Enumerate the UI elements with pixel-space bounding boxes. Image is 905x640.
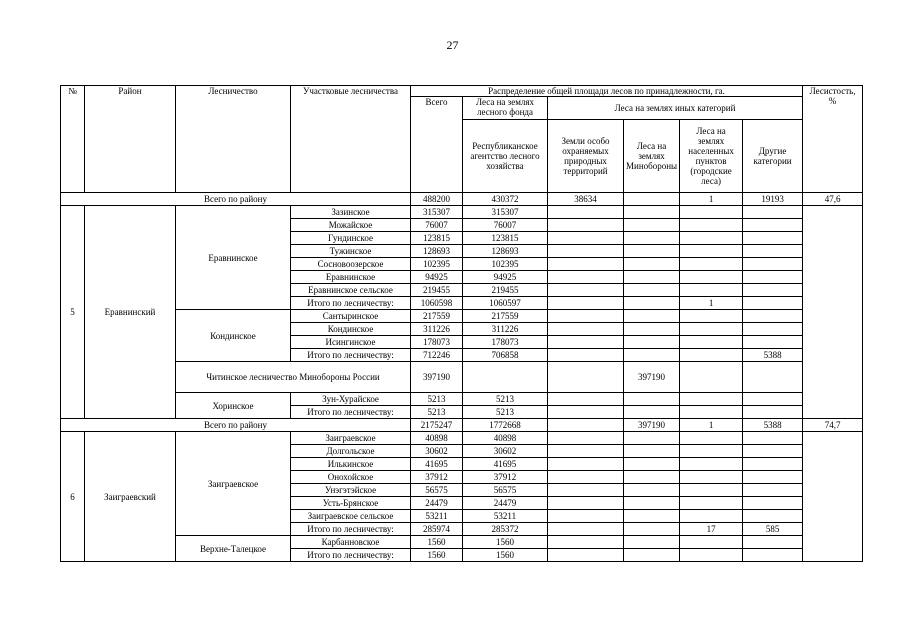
header-settlements: Леса на землях населенных пунктов (городские леса)	[680, 120, 743, 193]
settlement-forest-cell	[680, 206, 743, 219]
defense-land-cell	[624, 206, 680, 219]
header-forest-cover: Лесистость, %	[803, 86, 863, 193]
sub-forestry-cell: Долгольское	[291, 445, 411, 458]
defense-land-cell	[624, 536, 680, 549]
settlement-forest-cell: 1	[680, 419, 743, 432]
defense-land-cell	[624, 432, 680, 445]
settlement-forest-cell	[680, 219, 743, 232]
other-category-cell: 19193	[743, 193, 803, 206]
forestry-cell: Читинское лесничество Минобороны России	[176, 362, 411, 393]
total-area-cell: 488200	[411, 193, 463, 206]
protected-area-cell	[548, 393, 624, 406]
total-area-cell: 5213	[411, 406, 463, 419]
forest-cover-cell: 74,7	[803, 419, 863, 432]
defense-land-cell	[624, 445, 680, 458]
total-area-cell: 315307	[411, 206, 463, 219]
defense-land-cell	[624, 232, 680, 245]
settlement-forest-cell: 1	[680, 297, 743, 310]
table-header	[61, 86, 863, 193]
defense-land-cell	[624, 497, 680, 510]
defense-land-cell	[624, 219, 680, 232]
forest-fund-cell: 219455	[463, 284, 548, 297]
sub-forestry-cell: Заиграевское сельское	[291, 510, 411, 523]
total-area-cell: 1560	[411, 549, 463, 562]
total-area-cell: 24479	[411, 497, 463, 510]
district-total-row	[61, 419, 863, 432]
forest-fund-cell: 706858	[463, 349, 548, 362]
forest-fund-cell: 56575	[463, 484, 548, 497]
forestry-cell: Заиграевское	[176, 432, 291, 536]
total-area-cell: 397190	[411, 362, 463, 393]
district-total-row	[61, 193, 863, 206]
defense-land-cell	[624, 510, 680, 523]
page-number: 27	[446, 38, 459, 52]
other-category-cell	[743, 297, 803, 310]
other-category-cell	[743, 445, 803, 458]
total-area-cell: 178073	[411, 336, 463, 349]
sub-forestry-cell: Гундинское	[291, 232, 411, 245]
other-category-cell	[743, 393, 803, 406]
forest-fund-cell: 41695	[463, 458, 548, 471]
sub-forestry-cell: Исингинское	[291, 336, 411, 349]
sub-forestry-cell: Унэгэтэйское	[291, 484, 411, 497]
other-category-cell	[743, 549, 803, 562]
forestry-cell: Еравнинское	[176, 206, 291, 310]
defense-land-cell	[624, 406, 680, 419]
total-area-cell: 40898	[411, 432, 463, 445]
header-other: Другие категории	[743, 120, 803, 193]
protected-area-cell	[548, 245, 624, 258]
total-area-cell: 311226	[411, 323, 463, 336]
other-category-cell: 5388	[743, 419, 803, 432]
district-cell: Еравнинский	[85, 206, 176, 419]
total-area-cell: 217559	[411, 310, 463, 323]
forest-fund-cell: 40898	[463, 432, 548, 445]
table-row	[61, 310, 863, 323]
header-other-categories: Леса на землях иных категорий	[548, 97, 803, 120]
other-category-cell	[743, 258, 803, 271]
protected-area-cell	[548, 284, 624, 297]
settlement-forest-cell	[680, 432, 743, 445]
sub-forestry-cell: Сантыринское	[291, 310, 411, 323]
forest-fund-cell: 30602	[463, 445, 548, 458]
other-category-cell	[743, 458, 803, 471]
forest-fund-cell: 94925	[463, 271, 548, 284]
total-area-cell: 102395	[411, 258, 463, 271]
settlement-forest-cell	[680, 497, 743, 510]
sub-forestry-cell: Итого по лесничеству:	[291, 349, 411, 362]
total-area-cell: 37912	[411, 471, 463, 484]
table-row	[61, 393, 863, 406]
protected-area-cell	[548, 310, 624, 323]
header-forestry: Лесничество	[176, 86, 291, 193]
forest-fund-cell: 123815	[463, 232, 548, 245]
defense-land-cell	[624, 336, 680, 349]
defense-land-cell	[624, 258, 680, 271]
sub-forestry-cell: Еравнинское сельское	[291, 284, 411, 297]
defense-land-cell	[624, 471, 680, 484]
defense-land-cell	[624, 484, 680, 497]
settlement-forest-cell	[680, 393, 743, 406]
district-total-label: Всего по району	[61, 419, 411, 432]
other-category-cell	[743, 271, 803, 284]
defense-land-cell	[624, 523, 680, 536]
settlement-forest-cell	[680, 284, 743, 297]
total-area-cell: 5213	[411, 393, 463, 406]
settlement-forest-cell	[680, 258, 743, 271]
sub-forestry-cell: Заиграевское	[291, 432, 411, 445]
protected-area-cell	[548, 362, 624, 393]
other-category-cell	[743, 336, 803, 349]
header-total: Всего	[411, 97, 463, 193]
other-category-cell	[743, 471, 803, 484]
defense-land-cell	[624, 284, 680, 297]
other-category-cell: 5388	[743, 349, 803, 362]
sub-forestry-cell: Итого по лесничеству:	[291, 297, 411, 310]
forest-fund-cell: 24479	[463, 497, 548, 510]
protected-area-cell	[548, 549, 624, 562]
settlement-forest-cell: 1	[680, 193, 743, 206]
other-category-cell	[743, 245, 803, 258]
protected-area-cell	[548, 497, 624, 510]
defense-land-cell: 397190	[624, 419, 680, 432]
protected-area-cell	[548, 484, 624, 497]
protected-area-cell	[548, 458, 624, 471]
header-republic-agency: Республиканское агентство лесного хозяйства	[463, 120, 548, 193]
settlement-forest-cell	[680, 406, 743, 419]
forestry-cell: Кондинское	[176, 310, 291, 362]
forest-distribution-table	[60, 85, 863, 562]
total-area-cell: 285974	[411, 523, 463, 536]
protected-area-cell	[548, 510, 624, 523]
defense-land-cell	[624, 271, 680, 284]
table-row	[61, 432, 863, 445]
protected-area-cell	[548, 271, 624, 284]
forest-cover-cell	[803, 432, 863, 562]
settlement-forest-cell	[680, 336, 743, 349]
sub-forestry-cell: Зун-Хурайское	[291, 393, 411, 406]
total-area-cell: 53211	[411, 510, 463, 523]
sub-forestry-cell: Тужинское	[291, 245, 411, 258]
settlement-forest-cell	[680, 349, 743, 362]
forest-fund-cell: 1060597	[463, 297, 548, 310]
settlement-forest-cell	[680, 458, 743, 471]
total-area-cell: 128693	[411, 245, 463, 258]
forestry-cell: Верхне-Талецкое	[176, 536, 291, 562]
total-area-cell: 1560	[411, 536, 463, 549]
forest-fund-cell: 5213	[463, 406, 548, 419]
sub-forestry-cell: Сосновоозерское	[291, 258, 411, 271]
header-sub-forestry: Участковые лесничества	[291, 86, 411, 193]
total-area-cell: 76007	[411, 219, 463, 232]
forest-fund-cell: 5213	[463, 393, 548, 406]
header-num: №	[61, 86, 85, 193]
forest-fund-cell: 430372	[463, 193, 548, 206]
defense-land-cell	[624, 193, 680, 206]
header-district: Район	[85, 86, 176, 193]
protected-area-cell	[548, 297, 624, 310]
settlement-forest-cell	[680, 245, 743, 258]
other-category-cell	[743, 323, 803, 336]
settlement-forest-cell	[680, 471, 743, 484]
other-category-cell	[743, 497, 803, 510]
settlement-forest-cell	[680, 445, 743, 458]
settlement-forest-cell	[680, 510, 743, 523]
sub-forestry-cell: Можайское	[291, 219, 411, 232]
total-area-cell: 41695	[411, 458, 463, 471]
other-category-cell	[743, 510, 803, 523]
protected-area-cell	[548, 258, 624, 271]
protected-area-cell	[548, 471, 624, 484]
defense-land-cell	[624, 310, 680, 323]
defense-land-cell	[624, 393, 680, 406]
total-area-cell: 94925	[411, 271, 463, 284]
defense-land-cell	[624, 323, 680, 336]
other-category-cell: 585	[743, 523, 803, 536]
forest-fund-cell: 1560	[463, 536, 548, 549]
settlement-forest-cell	[680, 310, 743, 323]
sub-forestry-cell: Итого по лесничеству:	[291, 523, 411, 536]
sub-forestry-cell: Зазинское	[291, 206, 411, 219]
defense-land-cell	[624, 349, 680, 362]
settlement-forest-cell	[680, 323, 743, 336]
header-defense: Леса на землях Минобороны	[624, 120, 680, 193]
forest-fund-cell: 315307	[463, 206, 548, 219]
table-row	[61, 536, 863, 549]
total-area-cell: 2175247	[411, 419, 463, 432]
other-category-cell	[743, 232, 803, 245]
forest-fund-cell: 53211	[463, 510, 548, 523]
total-area-cell: 712246	[411, 349, 463, 362]
other-category-cell	[743, 310, 803, 323]
forest-fund-cell: 102395	[463, 258, 548, 271]
other-category-cell	[743, 406, 803, 419]
defense-land-cell: 397190	[624, 362, 680, 393]
settlement-forest-cell	[680, 484, 743, 497]
sub-forestry-cell: Карбанновское	[291, 536, 411, 549]
other-category-cell	[743, 536, 803, 549]
sub-forestry-cell: Итого по лесничеству:	[291, 406, 411, 419]
defense-land-cell	[624, 245, 680, 258]
forest-cover-cell: 47,6	[803, 193, 863, 206]
header-forest-fund: Леса на землях лесного фонда	[463, 97, 548, 120]
forest-fund-cell: 285372	[463, 523, 548, 536]
protected-area-cell	[548, 336, 624, 349]
protected-area-cell	[548, 349, 624, 362]
sub-forestry-cell: Итого по лесничеству:	[291, 549, 411, 562]
forest-cover-cell	[803, 206, 863, 419]
protected-area-cell	[548, 206, 624, 219]
other-category-cell	[743, 206, 803, 219]
other-category-cell	[743, 219, 803, 232]
header-protected: Земли особо охраняемых природных территорий	[548, 120, 624, 193]
protected-area-cell: 38634	[548, 193, 624, 206]
table-row	[61, 206, 863, 219]
protected-area-cell	[548, 445, 624, 458]
table-row	[61, 362, 863, 393]
protected-area-cell	[548, 536, 624, 549]
total-area-cell: 30602	[411, 445, 463, 458]
settlement-forest-cell: 17	[680, 523, 743, 536]
protected-area-cell	[548, 232, 624, 245]
defense-land-cell	[624, 549, 680, 562]
forest-fund-cell: 178073	[463, 336, 548, 349]
sub-forestry-cell: Еравнинское	[291, 271, 411, 284]
other-category-cell	[743, 284, 803, 297]
protected-area-cell	[548, 432, 624, 445]
forest-fund-cell: 128693	[463, 245, 548, 258]
forest-fund-cell: 37912	[463, 471, 548, 484]
protected-area-cell	[548, 406, 624, 419]
row-number-cell: 5	[61, 206, 85, 419]
other-category-cell	[743, 484, 803, 497]
forest-fund-cell: 1560	[463, 549, 548, 562]
settlement-forest-cell	[680, 232, 743, 245]
sub-forestry-cell: Илькинское	[291, 458, 411, 471]
forest-fund-cell: 76007	[463, 219, 548, 232]
defense-land-cell	[624, 458, 680, 471]
total-area-cell: 123815	[411, 232, 463, 245]
defense-land-cell	[624, 297, 680, 310]
sub-forestry-cell: Онохойское	[291, 471, 411, 484]
forest-fund-cell: 1772668	[463, 419, 548, 432]
forest-fund-cell	[463, 362, 548, 393]
settlement-forest-cell	[680, 271, 743, 284]
table-body	[61, 193, 863, 562]
row-number-cell: 6	[61, 432, 85, 562]
sub-forestry-cell: Усть-Брянское	[291, 497, 411, 510]
district-cell: Заиграевский	[85, 432, 176, 562]
settlement-forest-cell	[680, 362, 743, 393]
total-area-cell: 56575	[411, 484, 463, 497]
settlement-forest-cell	[680, 536, 743, 549]
protected-area-cell	[548, 323, 624, 336]
header-distribution: Распределение общей площади лесов по принадлежности, га.	[411, 86, 803, 97]
total-area-cell: 1060598	[411, 297, 463, 310]
forestry-cell: Хоринское	[176, 393, 291, 419]
other-category-cell	[743, 362, 803, 393]
settlement-forest-cell	[680, 549, 743, 562]
forest-fund-cell: 311226	[463, 323, 548, 336]
other-category-cell	[743, 432, 803, 445]
forest-fund-cell: 217559	[463, 310, 548, 323]
total-area-cell: 219455	[411, 284, 463, 297]
district-total-label: Всего по району	[61, 193, 411, 206]
sub-forestry-cell: Кондинское	[291, 323, 411, 336]
protected-area-cell	[548, 219, 624, 232]
protected-area-cell	[548, 419, 624, 432]
protected-area-cell	[548, 523, 624, 536]
